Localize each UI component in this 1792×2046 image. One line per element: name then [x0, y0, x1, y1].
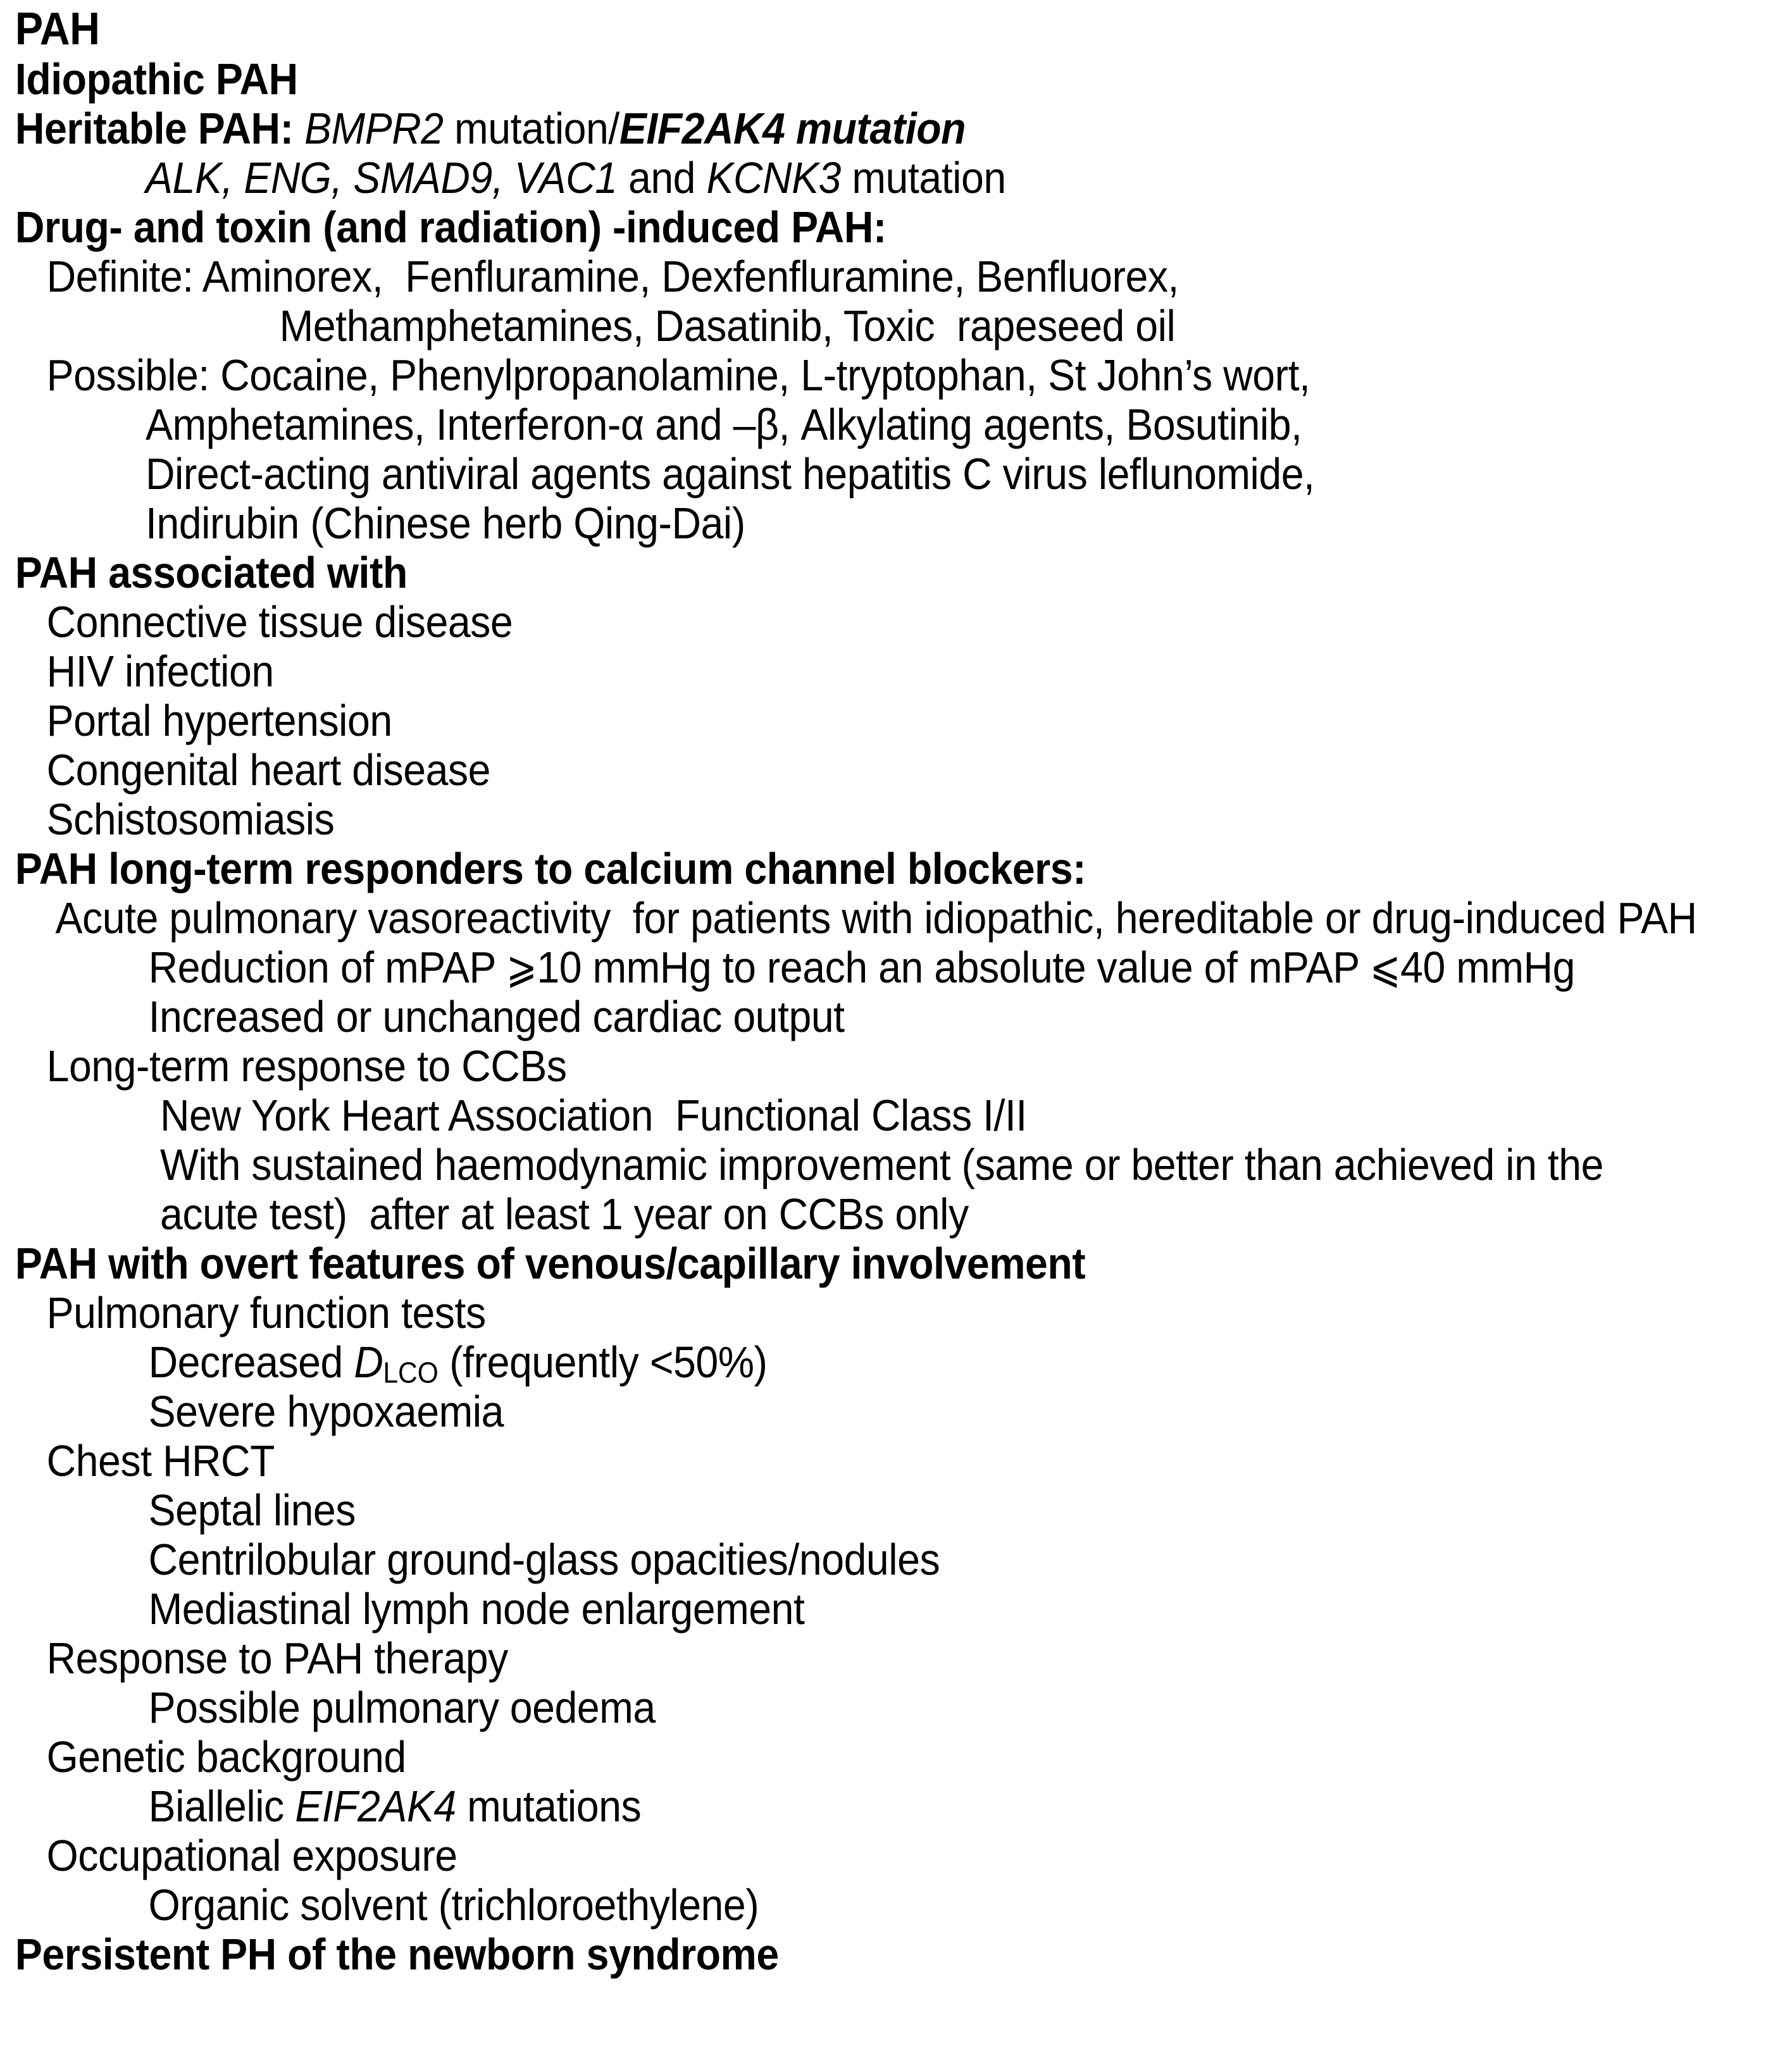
overt-organic-solvent: Organic solvent (trichloroethylene) — [148, 1880, 759, 1930]
heritable-mid-text: mutation/ — [443, 104, 619, 153]
overt-possible-pulmonary-oedema: Possible pulmonary oedema — [148, 1683, 656, 1732]
overt-occupational-exposure: Occupational exposure — [46, 1831, 457, 1880]
gene-eif2ak4: EIF2AK4 mutation — [619, 104, 966, 153]
gene-bmpr2: BMPR2 — [304, 104, 444, 153]
gene-eif2ak4-biallelic: EIF2AK4 — [295, 1782, 456, 1831]
drug-definite-list: Definite: Aminorex, Fenfluramine, Dexfenfluramine, Benfluorex, — [46, 252, 1179, 301]
heritable-pah-genes — [0, 153, 1648, 202]
section-pah-long-term-responders-ccb: PAH long-term responders to calcium channel blockers: — [15, 844, 1086, 893]
biallelic-label: Biallelic — [148, 1782, 296, 1831]
section-persistent-ph-newborn: Persistent PH of the newborn syndrome — [15, 1930, 779, 1979]
overt-mediastinal-lymph-node: Mediastinal lymph node enlargement — [148, 1584, 805, 1634]
drug-possible-list-cont-2: Direct-acting antiviral agents against hepatitis C virus leflunomide, — [146, 449, 1315, 499]
overt-severe-hypoxaemia: Severe hypoxaemia — [148, 1387, 504, 1436]
assoc-item-hiv-infection: HIV infection — [46, 647, 274, 696]
ccb-long-term-response: Long-term response to CCBs — [46, 1041, 567, 1091]
section-heritable-pah — [0, 104, 1648, 153]
gene-kcnk3: KCNK3 — [706, 153, 841, 202]
overt-genetic-background: Genetic background — [46, 1732, 406, 1782]
ccb-acute-vasoreactivity: Acute pulmonary vasoreactivity for patients with idiopathic, hereditable or drug-induced PAH — [46, 893, 1697, 943]
overt-centrilobular-opacities: Centrilobular ground-glass opacities/nodules — [148, 1535, 940, 1584]
gene-list-alk-eng-smad9-vac1: ALK, ENG, SMAD9, VAC1 — [146, 153, 618, 202]
assoc-item-schistosomiasis: Schistosomiasis — [46, 795, 335, 844]
dlco-subscript: LCO — [383, 1356, 439, 1389]
section-idiopathic-pah: Idiopathic PAH — [15, 54, 298, 104]
assoc-item-congenital-heart-disease: Congenital heart disease — [46, 745, 491, 795]
overt-septal-lines: Septal lines — [148, 1485, 356, 1535]
drug-possible-list-cont-1: Amphetamines, Interferon-α and –β, Alkylating agents, Bosutinib, — [146, 400, 1302, 449]
section-pah-overt-venous-capillary: PAH with overt features of venous/capillary involvement — [15, 1239, 1086, 1288]
dlco-qualifier: (frequently <50%) — [438, 1337, 768, 1387]
overt-biallelic-eif2ak4-mutations — [0, 1782, 1648, 1831]
drug-possible-list-cont-3: Indirubin (Chinese herb Qing-Dai) — [146, 499, 745, 548]
overt-chest-hrct: Chest HRCT — [46, 1436, 275, 1485]
overt-response-to-pah-therapy: Response to PAH therapy — [46, 1634, 508, 1683]
decreased-label: Decreased — [148, 1337, 354, 1387]
gene-list-conjunction: and — [617, 153, 707, 202]
overt-decreased-dlco — [0, 1337, 1648, 1387]
overt-pulmonary-function-tests: Pulmonary function tests — [46, 1288, 486, 1337]
drug-possible-list: Possible: Cocaine, Phenylpropanolamine, L-tryptophan, St John’s wort, — [46, 350, 1310, 400]
page-title: PAH — [15, 4, 100, 54]
gene-list-tail: mutation — [840, 153, 1006, 202]
ccb-sustained-haemodynamic-improvement: With sustained haemodynamic improvement (same or better than achieved in the — [160, 1140, 1604, 1189]
heritable-pah-label: Heritable PAH: — [15, 104, 294, 153]
section-pah-associated-with: PAH associated with — [15, 548, 408, 597]
dlco-symbol: D — [354, 1337, 383, 1387]
section-drug-toxin-induced-pah: Drug- and toxin (and radiation) -induced PAH: — [15, 202, 887, 252]
mutations-label: mutations — [456, 1782, 642, 1831]
ccb-nyha-functional-class: New York Heart Association Functional Class I/II — [160, 1091, 1027, 1140]
ccb-sustained-haemodynamic-improvement-cont: acute test) after at least 1 year on CCBs only — [160, 1189, 969, 1239]
drug-definite-list-cont: Methamphetamines, Dasatinib, Toxic rapeseed oil — [279, 301, 1176, 350]
ccb-mpap-reduction-criterion: Reduction of mPAP ⩾10 mmHg to reach an absolute value of mPAP ⩽40 mmHg — [148, 943, 1576, 992]
ccb-cardiac-output-criterion: Increased or unchanged cardiac output — [148, 992, 845, 1041]
assoc-item-connective-tissue-disease: Connective tissue disease — [46, 597, 513, 647]
assoc-item-portal-hypertension: Portal hypertension — [46, 696, 392, 745]
